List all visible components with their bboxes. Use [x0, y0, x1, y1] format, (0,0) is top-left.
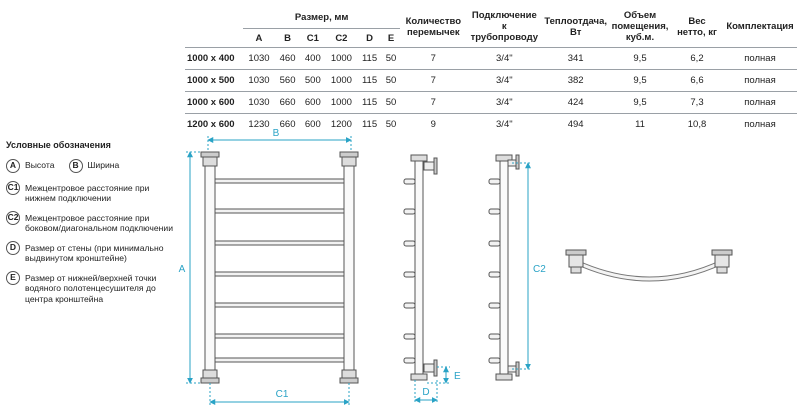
table-cell: 50: [382, 92, 401, 114]
table-cell: 50: [382, 114, 401, 136]
table-cell: 382: [542, 70, 609, 92]
table-cell: 115: [357, 48, 381, 70]
table-cell: 424: [542, 92, 609, 114]
col-c1: C1: [300, 29, 325, 48]
legend-badge-c2: C2: [6, 211, 20, 225]
table-cell: 115: [357, 92, 381, 114]
col-c2: C2: [325, 29, 357, 48]
model-cell: 1000 x 500: [185, 70, 243, 92]
legend-badge-e: E: [6, 271, 20, 285]
header-crossbars: Количество перемычек: [405, 15, 461, 38]
table-cell: полная: [723, 114, 797, 136]
header-heat-output: Теплоотдача, Вт: [544, 15, 607, 38]
table-cell: 460: [275, 48, 300, 70]
table-cell: полная: [723, 92, 797, 114]
legend-badge-d: D: [6, 241, 20, 255]
table-cell: 11: [609, 114, 671, 136]
label-b: B: [272, 128, 280, 139]
dimension-c2: [512, 163, 546, 369]
model-cell: 1200 x 600: [185, 114, 243, 136]
table-cell: 3/4": [466, 70, 542, 92]
legend-text-b: Ширина: [87, 160, 120, 171]
top-view: [566, 250, 732, 279]
label-a: A: [178, 264, 186, 275]
table-cell: 9,5: [609, 92, 671, 114]
table-cell: 1000: [325, 70, 357, 92]
model-cell: 1000 x 600: [185, 92, 243, 114]
table-cell: полная: [723, 70, 797, 92]
col-b: B: [275, 29, 300, 48]
legend-title: Условные обозначения: [6, 140, 111, 150]
table-cell: 1030: [243, 70, 275, 92]
label-c2: C2: [533, 264, 546, 275]
table-cell: 7: [400, 70, 466, 92]
dimension-d: [415, 380, 437, 404]
table-cell: 660: [275, 114, 300, 136]
legend-text-c2: Межцентровое расстояние при боковом/диагональном подключении: [25, 212, 174, 233]
table-cell: 7: [400, 48, 466, 70]
table-cell: 6,2: [671, 48, 723, 70]
table-cell: 7,3: [671, 92, 723, 114]
table-cell: 3/4": [466, 48, 542, 70]
table-cell: 50: [382, 48, 401, 70]
side-stubs-2: [489, 179, 500, 363]
side-view-d: [404, 155, 437, 380]
label-e: E: [454, 371, 461, 382]
label-c1: C1: [275, 389, 289, 400]
table-cell: 9,5: [609, 48, 671, 70]
dimension-c1: [210, 383, 349, 406]
table-cell: 500: [300, 70, 325, 92]
table-cell: 1000: [325, 92, 357, 114]
header-room-volume: Объем помещения, куб.м.: [611, 10, 669, 43]
table-cell: 9,5: [609, 70, 671, 92]
side-view-c2: [489, 155, 519, 380]
legend-text-e: Размер от нижней/верхней точки водяного полотенцесушителя до центра кронштейна: [25, 272, 157, 304]
table-cell: 341: [542, 48, 609, 70]
model-cell: 1000 x 400: [185, 48, 243, 70]
header-connection: Подключение к трубопроводу: [470, 10, 539, 43]
side-stubs: [404, 179, 415, 363]
legend-text-c1: Межцентровое расстояние при нижнем подключении: [25, 182, 150, 203]
table-cell: 1230: [243, 114, 275, 136]
table-cell: 600: [300, 114, 325, 136]
table-cell: 115: [357, 114, 381, 136]
col-d: D: [357, 29, 381, 48]
header-weight: Вес нетто, кг: [677, 15, 717, 38]
legend-badge-c1: C1: [6, 181, 20, 195]
col-a: A: [243, 29, 275, 48]
front-view: [201, 152, 358, 383]
table-cell: 1030: [243, 48, 275, 70]
table-cell: 3/4": [466, 92, 542, 114]
legend-badge-a: A: [6, 159, 20, 173]
table-cell: 1000: [325, 48, 357, 70]
label-d: D: [422, 387, 430, 398]
front-crossbars: [215, 179, 344, 362]
legend-text-d: Размер от стены (при минимально выдвинутом кронштейне): [25, 242, 164, 263]
table-cell: 115: [357, 70, 381, 92]
table-cell: 9: [400, 114, 466, 136]
legend-badge-b: B: [69, 159, 83, 173]
size-header: Размер, мм: [294, 11, 349, 23]
table-cell: 7: [400, 92, 466, 114]
col-e: E: [382, 29, 401, 48]
table-cell: 3/4": [466, 114, 542, 136]
table-cell: 1030: [243, 92, 275, 114]
table-cell: 660: [275, 92, 300, 114]
legend-text-a: Высота: [25, 160, 55, 171]
table-cell: 50: [382, 70, 401, 92]
dimension-a: [179, 152, 202, 383]
dimension-b: [208, 128, 351, 150]
header-equipment: Комплектация: [726, 21, 794, 32]
table-cell: 10,8: [671, 114, 723, 136]
table-cell: 600: [300, 92, 325, 114]
table-cell: полная: [723, 48, 797, 70]
table-cell: 560: [275, 70, 300, 92]
table-cell: 6,6: [671, 70, 723, 92]
table-cell: 400: [300, 48, 325, 70]
table-cell: 1200: [325, 114, 357, 136]
table-cell: 494: [542, 114, 609, 136]
